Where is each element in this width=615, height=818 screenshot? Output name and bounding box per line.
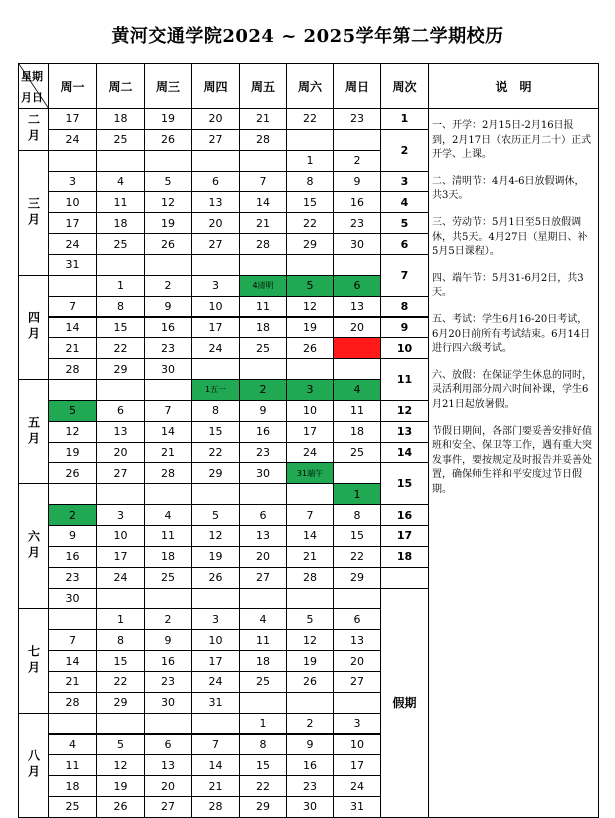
day-cell: 7 <box>144 400 192 422</box>
day-cell: 16 <box>144 650 192 672</box>
day-cell: 17 <box>48 212 97 234</box>
day-cell: 5 <box>144 171 192 193</box>
day-cell: 8 <box>286 171 334 193</box>
day-cell: 4 <box>239 608 287 630</box>
day-cell: 1 <box>333 483 381 505</box>
day-cell: 10 <box>48 191 97 213</box>
day-cell <box>96 588 145 610</box>
day-cell: 11 <box>239 629 287 651</box>
day-cell: 9 <box>144 629 192 651</box>
day-cell: 11 <box>333 400 381 422</box>
day-cell <box>144 483 192 505</box>
day-cell: 20 <box>144 775 192 797</box>
month-label: 四月 <box>18 275 49 380</box>
day-cell: 5 <box>191 504 240 526</box>
day-cell: 28 <box>48 358 97 380</box>
day-cell: 9 <box>239 400 287 422</box>
day-cell: 19 <box>191 546 240 568</box>
week-number: 16 <box>380 504 429 526</box>
note-paragraph: 四、端午节：5月31-6月2日，共3天。 <box>432 272 584 299</box>
day-cell <box>333 129 381 151</box>
day-cell: 29 <box>286 233 334 255</box>
day-cell: 18 <box>239 650 287 672</box>
day-cell: 3 <box>191 275 240 297</box>
day-cell: 3 <box>286 379 334 401</box>
day-cell <box>48 483 97 505</box>
day-cell: 13 <box>96 421 145 443</box>
day-cell: 4 <box>144 504 192 526</box>
week-number: 14 <box>380 442 429 464</box>
day-cell: 14 <box>239 191 287 213</box>
day-cell: 22 <box>191 442 240 464</box>
day-cell: 1 <box>96 275 145 297</box>
day-cell <box>239 588 287 610</box>
day-cell: 13 <box>333 629 381 651</box>
day-cell: 21 <box>48 337 97 359</box>
day-cell: 13 <box>333 296 381 318</box>
day-cell: 20 <box>96 442 145 464</box>
day-cell: 21 <box>191 775 240 797</box>
day-cell: 28 <box>239 233 287 255</box>
month-label: 八月 <box>18 713 49 818</box>
day-cell: 22 <box>286 108 334 130</box>
day-cell: 10 <box>96 525 145 547</box>
day-cell: 12 <box>48 421 97 443</box>
day-cell: 29 <box>239 796 287 818</box>
day-cell: 5 <box>48 400 97 422</box>
day-cell: 20 <box>191 212 240 234</box>
day-cell <box>239 692 287 714</box>
day-cell: 15 <box>96 317 145 339</box>
day-cell: 17 <box>286 421 334 443</box>
day-cell: 3 <box>96 504 145 526</box>
day-cell: 29 <box>191 462 240 484</box>
day-cell: 27 <box>239 567 287 589</box>
weekday-header: 周六 <box>286 63 334 109</box>
day-cell: 2 <box>333 150 381 172</box>
day-cell: 15 <box>333 525 381 547</box>
day-cell: 18 <box>96 212 145 234</box>
day-cell: 21 <box>239 108 287 130</box>
day-cell: 27 <box>191 233 240 255</box>
day-cell: 19 <box>286 650 334 672</box>
day-cell: 26 <box>191 567 240 589</box>
note-paragraph: 二、清明节：4月4-6日放假调休，共3天。 <box>432 175 585 202</box>
day-cell: 9 <box>286 734 334 756</box>
day-cell: 14 <box>48 650 97 672</box>
day-cell: 25 <box>96 129 145 151</box>
day-cell <box>286 254 334 276</box>
day-cell <box>286 483 334 505</box>
day-cell <box>286 358 334 380</box>
week-number: 8 <box>380 296 429 318</box>
day-cell: 8 <box>96 629 145 651</box>
day-cell <box>286 588 334 610</box>
day-cell: 22 <box>96 671 145 693</box>
weekday-header: 周二 <box>96 63 145 109</box>
day-cell: 15 <box>191 421 240 443</box>
day-cell <box>333 692 381 714</box>
day-cell: 1 <box>96 608 145 630</box>
day-cell: 16 <box>48 546 97 568</box>
week-number: 17 <box>380 525 429 547</box>
note-paragraph: 五、考试：学生6月16-20日考试，6月20日前所有考试结束。6月14日进行四六级考试。 <box>432 313 591 355</box>
week-number: 13 <box>380 421 429 443</box>
day-cell: 24 <box>191 337 240 359</box>
day-cell: 2 <box>239 379 287 401</box>
day-cell: 19 <box>144 212 192 234</box>
day-cell <box>191 588 240 610</box>
day-cell: 7 <box>191 734 240 756</box>
day-cell: 9 <box>144 296 192 318</box>
day-cell: 6 <box>144 734 192 756</box>
week-number: 9 <box>380 317 429 339</box>
day-cell <box>333 254 381 276</box>
day-cell: 19 <box>96 775 145 797</box>
day-cell: 1 <box>239 713 287 735</box>
day-cell: 19 <box>286 317 334 339</box>
day-cell: 12 <box>286 296 334 318</box>
day-cell: 23 <box>144 337 192 359</box>
week-number: 12 <box>380 400 429 422</box>
day-cell: 20 <box>239 546 287 568</box>
day-cell: 30 <box>48 588 97 610</box>
day-cell: 7 <box>286 504 334 526</box>
note-paragraph: 六、放假：在保证学生休息的同时，灵活利用部分周六时间补课，学生6月21日起放暑假。 <box>432 369 592 410</box>
day-cell: 28 <box>191 796 240 818</box>
day-cell: 26 <box>286 337 334 359</box>
day-cell <box>48 275 97 297</box>
page-title: 黄河交通学院2024 ~ 2025学年第二学期校历 <box>111 26 504 47</box>
day-cell: 4清明 <box>239 275 287 297</box>
day-cell <box>144 379 192 401</box>
day-cell: 20 <box>191 108 240 130</box>
weekday-header: 周五 <box>239 63 287 109</box>
month-label: 三月 <box>18 150 49 276</box>
day-cell: 29 <box>333 567 381 589</box>
day-cell <box>96 254 145 276</box>
day-cell: 18 <box>239 317 287 339</box>
day-cell: 14 <box>286 525 334 547</box>
month-label: 五月 <box>18 379 49 484</box>
day-cell <box>144 150 192 172</box>
note-paragraph: 一、开学：2月15日-2月16日报到，2月17日（农历正月二十）正式开学、上课。 <box>432 120 592 161</box>
week-number: 1 <box>380 108 429 130</box>
day-cell: 28 <box>48 692 97 714</box>
day-cell: 19 <box>144 108 192 130</box>
day-cell: 5 <box>286 608 334 630</box>
day-cell: 8 <box>191 400 240 422</box>
day-cell <box>48 608 97 630</box>
notes-panel <box>428 108 599 818</box>
day-cell <box>239 150 287 172</box>
day-cell: 2 <box>144 608 192 630</box>
day-cell: 15 <box>286 191 334 213</box>
day-cell: 29 <box>96 358 145 380</box>
day-cell: 23 <box>333 212 381 234</box>
week-number-header: 周次 <box>380 63 429 109</box>
header-corner <box>18 63 49 109</box>
day-cell: 10 <box>286 400 334 422</box>
day-cell: 5 <box>286 275 334 297</box>
day-cell: 25 <box>239 671 287 693</box>
day-cell: 25 <box>96 233 145 255</box>
day-cell <box>96 150 145 172</box>
day-cell: 31端午 <box>286 462 334 484</box>
day-cell: 22 <box>333 546 381 568</box>
day-cell: 27 <box>96 462 145 484</box>
day-cell: 11 <box>239 296 287 318</box>
day-cell: 28 <box>144 462 192 484</box>
day-cell: 30 <box>144 358 192 380</box>
day-cell: 26 <box>144 233 192 255</box>
day-cell: 14 <box>48 317 97 339</box>
day-cell: 4 <box>96 171 145 193</box>
day-cell: 5 <box>96 734 145 756</box>
day-cell: 24 <box>191 671 240 693</box>
day-cell: 11 <box>48 754 97 776</box>
day-cell: 24 <box>333 775 381 797</box>
day-cell: 24 <box>286 442 334 464</box>
day-cell: 25 <box>144 567 192 589</box>
day-cell: 27 <box>333 337 381 359</box>
day-cell: 18 <box>48 775 97 797</box>
note-paragraph: 节假日期间，各部门要妥善安排好值班和安全、保卫等工作，遇有重大突发事件，要按规定及时报告并妥善处置，确保师生祥和平安度过节日假期。 <box>432 425 592 495</box>
day-cell: 4 <box>333 379 381 401</box>
day-cell: 25 <box>48 796 97 818</box>
day-cell <box>144 713 192 735</box>
month-label: 七月 <box>18 608 49 713</box>
day-cell <box>144 254 192 276</box>
week-number: 4 <box>380 191 429 213</box>
day-cell: 13 <box>144 754 192 776</box>
day-cell: 18 <box>144 546 192 568</box>
day-cell: 26 <box>48 462 97 484</box>
day-cell <box>286 692 334 714</box>
day-cell: 16 <box>144 317 192 339</box>
day-cell: 18 <box>96 108 145 130</box>
day-cell: 8 <box>333 504 381 526</box>
day-cell: 15 <box>96 650 145 672</box>
day-cell: 13 <box>239 525 287 547</box>
week-number: 15 <box>380 462 429 505</box>
day-cell: 12 <box>286 629 334 651</box>
day-cell: 2 <box>48 504 97 526</box>
day-cell: 1 <box>286 150 334 172</box>
day-cell: 21 <box>48 671 97 693</box>
day-cell: 31 <box>333 796 381 818</box>
day-cell: 24 <box>48 233 97 255</box>
day-cell: 21 <box>286 546 334 568</box>
day-cell: 14 <box>191 754 240 776</box>
day-cell: 12 <box>191 525 240 547</box>
day-cell: 7 <box>239 171 287 193</box>
day-cell: 22 <box>239 775 287 797</box>
week-number: 18 <box>380 546 429 568</box>
day-cell: 14 <box>144 421 192 443</box>
corner-date-label: 月日 <box>21 91 43 104</box>
day-cell: 22 <box>96 337 145 359</box>
day-cell: 6 <box>333 608 381 630</box>
day-cell: 24 <box>48 129 97 151</box>
day-cell: 3 <box>48 171 97 193</box>
day-cell: 23 <box>48 567 97 589</box>
day-cell <box>333 588 381 610</box>
day-cell: 22 <box>286 212 334 234</box>
day-cell: 11 <box>96 191 145 213</box>
corner-weekday-label: 星期 <box>21 70 43 83</box>
day-cell <box>286 129 334 151</box>
month-label: 二月 <box>18 108 49 151</box>
day-cell: 29 <box>96 692 145 714</box>
day-cell: 23 <box>144 671 192 693</box>
day-cell <box>333 358 381 380</box>
day-cell: 23 <box>333 108 381 130</box>
day-cell: 17 <box>191 650 240 672</box>
day-cell: 27 <box>144 796 192 818</box>
day-cell <box>191 254 240 276</box>
day-cell <box>144 588 192 610</box>
day-cell: 28 <box>286 567 334 589</box>
day-cell: 16 <box>239 421 287 443</box>
vacation-label: 假期 <box>380 588 429 818</box>
day-cell <box>191 713 240 735</box>
day-cell: 6 <box>191 171 240 193</box>
day-cell: 18 <box>333 421 381 443</box>
day-cell: 6 <box>96 400 145 422</box>
week-number: 6 <box>380 233 429 255</box>
day-cell <box>191 483 240 505</box>
weekday-header: 周日 <box>333 63 381 109</box>
day-cell: 2 <box>286 713 334 735</box>
day-cell: 1五一 <box>191 379 240 401</box>
day-cell: 26 <box>286 671 334 693</box>
day-cell: 25 <box>333 442 381 464</box>
week-number: 11 <box>380 358 429 401</box>
week-number: 3 <box>380 171 429 193</box>
day-cell <box>96 713 145 735</box>
note-paragraph: 三、劳动节：5月1日至5日放假调休，共5天。4月27日（星期日、补5月5日课程）。 <box>432 216 588 258</box>
day-cell: 27 <box>333 671 381 693</box>
day-cell: 4 <box>48 734 97 756</box>
day-cell: 15 <box>239 754 287 776</box>
day-cell <box>48 150 97 172</box>
day-cell: 8 <box>96 296 145 318</box>
day-cell: 3 <box>191 608 240 630</box>
day-cell <box>48 713 97 735</box>
weekday-header: 周一 <box>48 63 97 109</box>
day-cell: 20 <box>333 650 381 672</box>
day-cell <box>239 483 287 505</box>
day-cell: 26 <box>144 129 192 151</box>
day-cell: 3 <box>333 713 381 735</box>
weekday-header: 周三 <box>144 63 192 109</box>
day-cell: 17 <box>333 754 381 776</box>
day-cell <box>96 483 145 505</box>
day-cell: 7 <box>48 629 97 651</box>
day-cell: 23 <box>239 442 287 464</box>
day-cell: 13 <box>191 191 240 213</box>
day-cell: 23 <box>286 775 334 797</box>
day-cell: 21 <box>144 442 192 464</box>
day-cell: 25 <box>239 337 287 359</box>
day-cell: 30 <box>286 796 334 818</box>
day-cell: 12 <box>96 754 145 776</box>
week-number: 7 <box>380 254 429 297</box>
day-cell: 26 <box>96 796 145 818</box>
day-cell: 16 <box>286 754 334 776</box>
day-cell: 8 <box>239 734 287 756</box>
day-cell: 30 <box>333 233 381 255</box>
day-cell: 9 <box>48 525 97 547</box>
day-cell: 24 <box>96 567 145 589</box>
day-cell <box>191 150 240 172</box>
day-cell: 16 <box>333 191 381 213</box>
week-number: 10 <box>380 337 429 359</box>
day-cell: 27 <box>191 129 240 151</box>
day-cell: 21 <box>239 212 287 234</box>
day-cell: 30 <box>144 692 192 714</box>
day-cell: 2 <box>144 275 192 297</box>
day-cell: 12 <box>144 191 192 213</box>
day-cell: 17 <box>191 317 240 339</box>
day-cell <box>239 358 287 380</box>
day-cell: 7 <box>48 296 97 318</box>
day-cell: 31 <box>48 254 97 276</box>
week-number: 2 <box>380 129 429 172</box>
day-cell <box>333 462 381 484</box>
day-cell <box>96 379 145 401</box>
day-cell: 10 <box>191 629 240 651</box>
day-cell <box>239 254 287 276</box>
day-cell: 6 <box>239 504 287 526</box>
day-cell: 10 <box>333 734 381 756</box>
day-cell: 17 <box>48 108 97 130</box>
day-cell: 11 <box>144 525 192 547</box>
day-cell: 10 <box>191 296 240 318</box>
day-cell: 6 <box>333 275 381 297</box>
day-cell: 19 <box>48 442 97 464</box>
notes-header: 说 明 <box>428 63 599 109</box>
month-label: 六月 <box>18 483 49 609</box>
day-cell: 17 <box>96 546 145 568</box>
day-cell: 31 <box>191 692 240 714</box>
day-cell: 30 <box>239 462 287 484</box>
day-cell: 9 <box>333 171 381 193</box>
weekday-header: 周四 <box>191 63 240 109</box>
day-cell: 28 <box>239 129 287 151</box>
day-cell <box>48 379 97 401</box>
day-cell: 20 <box>333 317 381 339</box>
week-number: 5 <box>380 212 429 234</box>
day-cell <box>191 358 240 380</box>
